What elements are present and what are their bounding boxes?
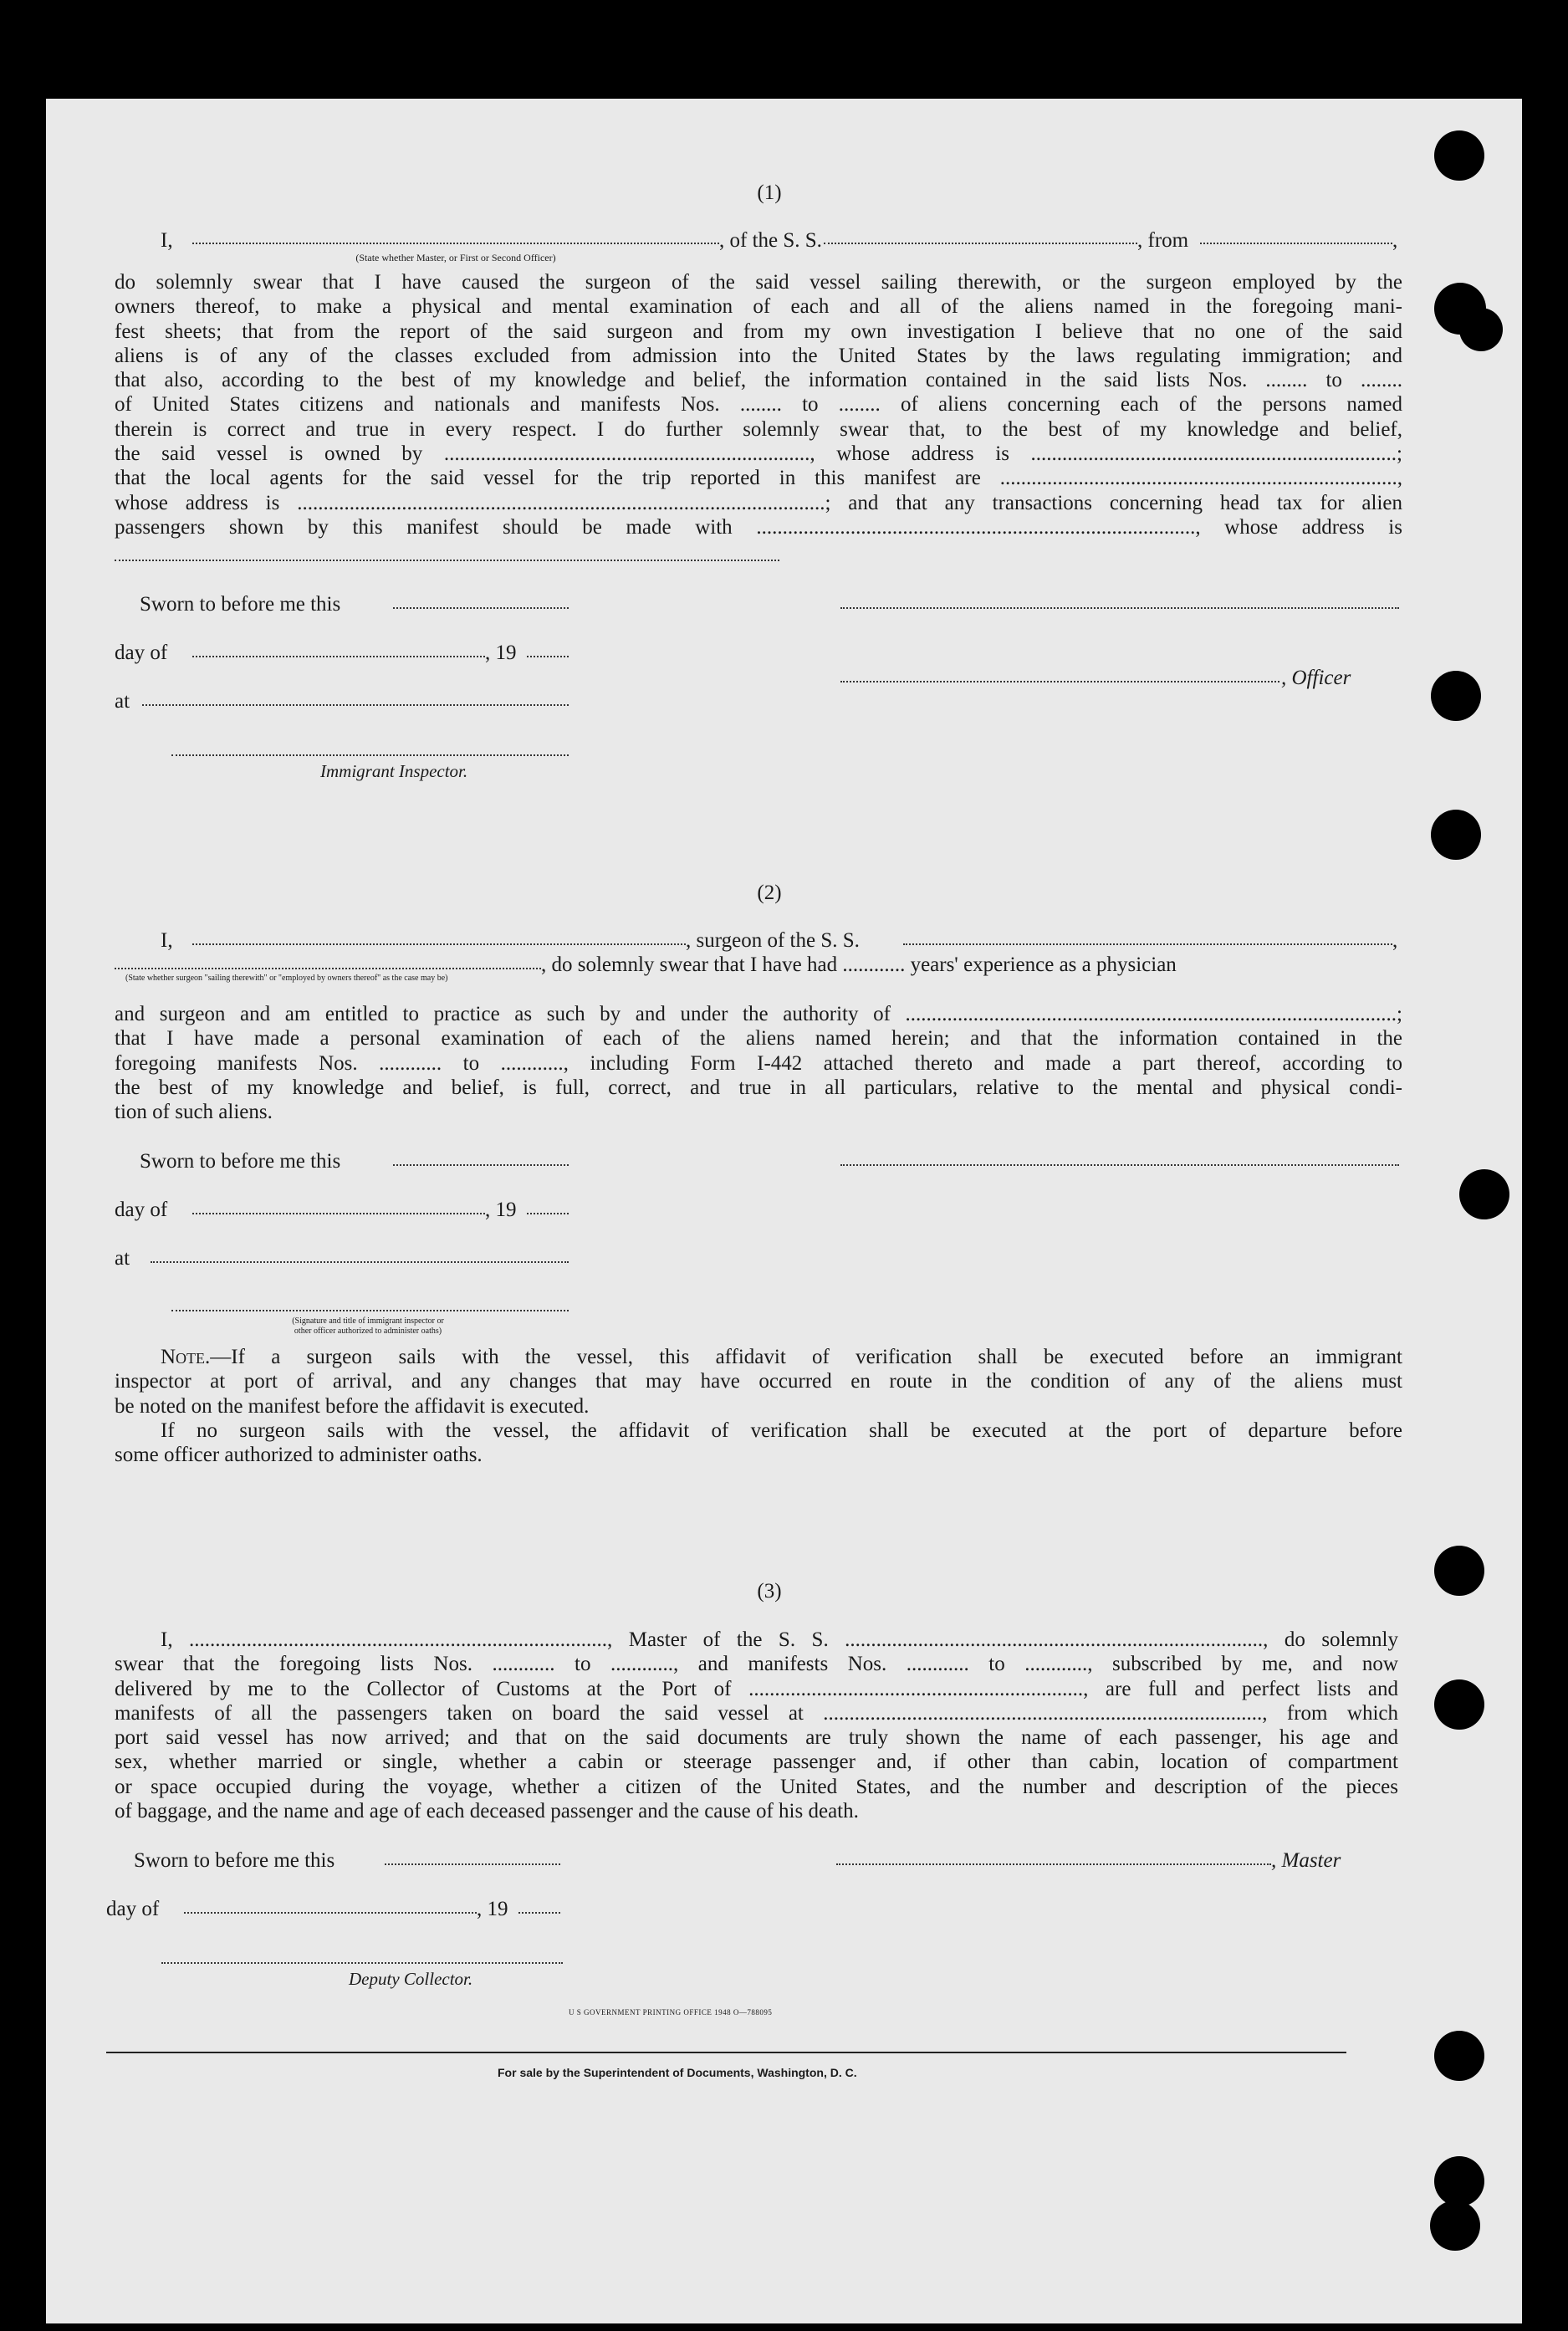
form-page [46, 99, 1522, 2323]
s3-line: of baggage, and the name and age of each deceased passenger and the cause of his death. [115, 1800, 859, 1823]
s1-master-note: (State whether Master, or First or Second Officer) [355, 252, 556, 263]
s3-line: swear that the foregoing lists Nos. ............ to ............, and manifests Nos. ............ to ............, subscribed by me, and now [115, 1653, 1398, 1676]
s3-master-label: , Master [1271, 1849, 1341, 1872]
s2-line: that I have made a personal examination of each of the aliens named herein; and that the information contained in the [115, 1027, 1402, 1050]
punch-hole [1434, 1679, 1484, 1730]
s3-line: or space occupied during the voyage, whether a citizen of the United States, and the number and description of the pieces [115, 1775, 1398, 1798]
s3-line: port said vessel has now arrived; and that on the said documents are truly shown the name of each passenger, his age and [115, 1726, 1398, 1750]
punch-hole [1431, 810, 1481, 860]
s2-note-line [115, 1345, 1402, 1369]
note-label: Note. [161, 1346, 211, 1368]
s1-line: that also, according to the best of my knowledge and belief, the information contained in the said lists Nos. ........ to ........ [115, 369, 1402, 392]
punch-hole [1430, 2201, 1480, 2251]
s1-officer-label: , Officer [1281, 667, 1351, 689]
punch-hole [1434, 2031, 1484, 2081]
s1-from-field[interactable] [1200, 243, 1392, 244]
s1-end: , [1392, 229, 1398, 252]
punch-hole [1434, 1546, 1484, 1596]
s1-line: that the local agents for the said vessel for the trip reported in this manifest are ............................................................................, [115, 467, 1402, 490]
s1-i: I, [161, 229, 173, 252]
s3-year-field[interactable] [518, 1912, 560, 1914]
punch-hole [1434, 2156, 1484, 2206]
gpo-imprint: U S GOVERNMENT PRINTING OFFICE 1948 O—788095 [569, 2008, 773, 2017]
s2-note [115, 1345, 1402, 1467]
s1-day-field[interactable] [192, 656, 485, 657]
note-text: —If a surgeon sails with the vessel, this affidavit of verification shall be executed before an immigrant [210, 1346, 1402, 1368]
s2-sig-note: (Signature and title of immigrant inspector or [292, 1316, 444, 1326]
s2-day-of: day of [115, 1199, 168, 1221]
s2-year-field[interactable] [527, 1213, 569, 1214]
s1-line: of United States citizens and nationals and manifests Nos. ........ to ........ of aliens concerning each of the persons named [115, 393, 1402, 417]
s2-at: at [115, 1247, 130, 1270]
s2-signature-field[interactable] [840, 1164, 1399, 1166]
s2-i: I, [161, 929, 173, 952]
sale-notice: For sale by the Superintendent of Documents, Washington, D. C. [498, 2066, 857, 2079]
punch-hole [1459, 1169, 1509, 1219]
punch-hole [1434, 130, 1484, 181]
s2-surgeon-type-field[interactable] [115, 968, 541, 969]
s3-collector-label: Deputy Collector. [349, 1969, 473, 1989]
s3-sworn: Sworn to before me this [134, 1849, 335, 1872]
footer-rule [106, 2052, 1346, 2053]
s2-ship-field[interactable] [903, 943, 1392, 945]
s3-master-sig-field[interactable] [836, 1863, 1271, 1865]
s2-line2: , do solemnly swear that I have had ............ years' experience as a physician [541, 953, 1177, 976]
s1-officer-sig-field[interactable] [840, 681, 1279, 682]
s1-from: , from [1137, 229, 1189, 252]
s1-address-field[interactable] [115, 560, 779, 561]
s2-surgeon-note: (State whether surgeon "sailing therewith" or "employed by owners thereof" as the case may be) [125, 974, 448, 983]
s1-at-field[interactable] [142, 704, 569, 706]
s2-at-field[interactable] [151, 1261, 569, 1263]
s1-line: whose address is .....................................................................................................; and that any transactions concerning head tax for alien [115, 491, 1402, 514]
s2-end: , [1392, 929, 1398, 952]
s1-year: , 19 [485, 642, 517, 664]
s2-sig-note: other officer authorized to administer oaths) [294, 1327, 442, 1336]
s1-inspector-label: Immigrant Inspector. [320, 761, 468, 781]
s3-oath-text [115, 1628, 1398, 1823]
s1-sworn: Sworn to before me this [140, 593, 341, 616]
s3-day-of: day of [106, 1898, 160, 1920]
s1-sworn-field[interactable] [393, 607, 569, 609]
s1-line: therein is correct and true in every respect. I do further solemnly swear that, to the best of my knowledge and belief, [115, 417, 1402, 441]
section-1-heading: (1) [757, 181, 782, 204]
s3-line: manifests of all the passengers taken on board the said vessel at ...................................................................................., from which [115, 1701, 1398, 1725]
s3-collector-sig-field[interactable] [161, 1962, 563, 1964]
s1-line: the said vessel is owned by ......................................................................, whose address is ......................................................................; [115, 442, 1402, 466]
s3-line: delivered by me to the Collector of Customs at the Port of ................................................................, are full and perfect lists and [115, 1677, 1398, 1700]
s1-day-of: day of [115, 642, 168, 664]
section-2-heading: (2) [757, 882, 782, 904]
s1-year-field[interactable] [527, 656, 569, 657]
s1-ship-field[interactable] [824, 243, 1137, 244]
s1-officer-field[interactable] [192, 243, 719, 244]
s2-line: the best of my knowledge and belief, is full, correct, and true in all particulars, relative to the mental and physical condi- [115, 1076, 1402, 1099]
punch-hole [1431, 671, 1481, 721]
s2-note-line: be noted on the manifest before the affidavit is executed. [115, 1394, 590, 1418]
s2-line: tion of such aliens. [115, 1101, 273, 1124]
s2-line: foregoing manifests Nos. ............ to ............, including Form I-442 attached thereto and made a part thereof, according to [115, 1051, 1402, 1075]
s2-note2-line: some officer authorized to administer oaths. [115, 1444, 483, 1467]
s2-sworn-field[interactable] [393, 1164, 569, 1166]
s1-inspector-sig-field[interactable] [171, 754, 569, 756]
s1-at: at [115, 690, 130, 713]
s3-line: I, ................................................................................, Master of the S. S. ................................................................................, do solemnly [161, 1628, 1398, 1651]
punch-hole [1459, 308, 1503, 351]
s1-line: passengers shown by this manifest should be made with ...................................................................................., whose address is [115, 515, 1402, 539]
s1-line: aliens is of any of the classes excluded from admission into the United States by the laws regulating immigration; and [115, 344, 1402, 367]
s3-line: sex, whether married or single, whether a cabin or steerage passenger and, if other than cabin, location of compartment [115, 1751, 1398, 1774]
s1-signature-field[interactable] [840, 607, 1399, 609]
section-3-heading: (3) [757, 1580, 782, 1603]
s1-line: do solemnly swear that I have caused the surgeon of the said vessel sailing therewith, or the surgeon employed by the [115, 271, 1402, 294]
s3-day-field[interactable] [184, 1912, 477, 1914]
s2-name-field[interactable] [192, 943, 686, 945]
s1-oath-text [115, 270, 1402, 539]
s2-sworn: Sworn to before me this [140, 1150, 341, 1173]
s2-line: and surgeon and am entitled to practice as such by and under the authority of ..............................................................................................; [115, 1003, 1402, 1025]
s2-day-field[interactable] [192, 1213, 485, 1214]
s2-note2-line: If no surgeon sails with the vessel, the affidavit of verification shall be executed at the port of departure before [161, 1419, 1402, 1442]
s2-year: , 19 [485, 1199, 517, 1221]
s3-year: , 19 [477, 1898, 508, 1920]
s2-note-line: inspector at port of arrival, and any changes that may have occurred en route in the condition of any of the aliens must [115, 1370, 1402, 1393]
s2-surgeon: , surgeon of the S. S. [686, 929, 860, 952]
s1-line: owners thereof, to make a physical and mental examination of each and all of the aliens named in the foregoing mani- [115, 295, 1402, 319]
s1-line: fest sheets; that from the report of the said surgeon and from my own investigation I believe that no one of the said [115, 319, 1402, 343]
s1-of-ss: , of the S. S. [719, 229, 822, 252]
s2-oath-text [115, 1002, 1402, 1124]
s3-sworn-field[interactable] [385, 1863, 560, 1865]
s2-inspector-sig-field[interactable] [171, 1310, 569, 1311]
